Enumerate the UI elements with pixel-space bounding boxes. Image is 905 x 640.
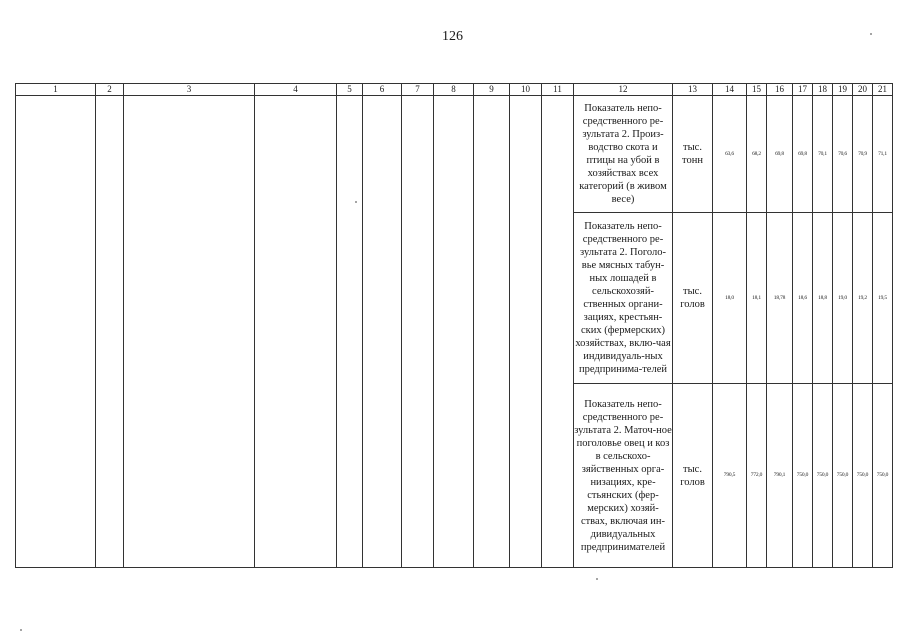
value-cell: 68,2 xyxy=(747,96,767,213)
unit-cell: тыс. тонн xyxy=(673,96,713,213)
value-cell: 772,0 xyxy=(747,384,767,568)
value-cell: 70,1 xyxy=(813,96,833,213)
column-number: 21 xyxy=(873,84,893,96)
column-number: 9 xyxy=(474,84,510,96)
indicator-name: Показатель непо-средственного ре-зультата 2. Произ-водство скота и птицы на убой в хозяйствах всех категорий (в живом весе) xyxy=(574,96,673,213)
value-cell: 790,5 xyxy=(713,384,747,568)
value-cell: 69,8 xyxy=(767,96,793,213)
empty-cell xyxy=(363,96,402,568)
value-cell: 19,2 xyxy=(853,213,873,384)
table-row xyxy=(16,96,893,213)
page-number: 126 xyxy=(442,29,463,44)
empty-cell xyxy=(124,96,255,568)
value-cell: 750,0 xyxy=(833,384,853,568)
value-cell: 70,9 xyxy=(853,96,873,213)
value-cell: 750,0 xyxy=(853,384,873,568)
empty-cell xyxy=(474,96,510,568)
column-number: 11 xyxy=(542,84,574,96)
column-number: 20 xyxy=(853,84,873,96)
column-number: 8 xyxy=(434,84,474,96)
column-number: 1 xyxy=(16,84,96,96)
scan-speck xyxy=(355,201,357,203)
value-cell: 71,1 xyxy=(873,96,893,213)
column-number: 15 xyxy=(747,84,767,96)
empty-cell xyxy=(337,96,363,568)
header-row xyxy=(16,84,893,96)
value-cell: 750,0 xyxy=(793,384,813,568)
indicator-name: Показатель непо-средственного ре-зультата 2. Поголо-вье мясных табун-ных лошадей в сельскохозяй-ственных органи-зациях, крестьян-ских (фермерских) хозяйствах, вклю-чая индивидуаль-ных предпринима-телей xyxy=(574,213,673,384)
scan-speck xyxy=(870,33,872,35)
empty-cell xyxy=(434,96,474,568)
column-number: 19 xyxy=(833,84,853,96)
empty-cell xyxy=(16,96,96,568)
column-number: 18 xyxy=(813,84,833,96)
unit-cell: тыс. голов xyxy=(673,384,713,568)
value-cell: 69,8 xyxy=(793,96,813,213)
empty-cell xyxy=(402,96,434,568)
column-number: 3 xyxy=(124,84,255,96)
value-cell: 18,1 xyxy=(747,213,767,384)
value-cell: 70,6 xyxy=(833,96,853,213)
column-number: 14 xyxy=(713,84,747,96)
empty-cell xyxy=(255,96,337,568)
column-number: 5 xyxy=(337,84,363,96)
column-number: 13 xyxy=(673,84,713,96)
empty-cell xyxy=(542,96,574,568)
value-cell: 750,0 xyxy=(873,384,893,568)
column-number: 7 xyxy=(402,84,434,96)
column-number: 12 xyxy=(574,84,673,96)
value-cell: 63,6 xyxy=(713,96,747,213)
indicator-name: Показатель непо-средственного ре-зультата 2. Маточ-ное поголовье овец и коз в сельскохо-зяйственных орга-низациях, кре-стьянских (фер-мерских) хозяй-ствах, включая ин-дивидуальных предпринимателей xyxy=(574,384,673,568)
value-cell: 18,6 xyxy=(793,213,813,384)
value-cell: 19,5 xyxy=(873,213,893,384)
empty-cell xyxy=(510,96,542,568)
value-cell: 18,0 xyxy=(713,213,747,384)
indicator-table xyxy=(15,83,893,568)
value-cell: 19,0 xyxy=(833,213,853,384)
unit-cell: тыс. голов xyxy=(673,213,713,384)
value-cell: 790,1 xyxy=(767,384,793,568)
column-number: 17 xyxy=(793,84,813,96)
value-cell: 18,8 xyxy=(813,213,833,384)
scan-speck xyxy=(596,578,598,580)
column-number: 6 xyxy=(363,84,402,96)
column-number: 10 xyxy=(510,84,542,96)
column-number: 2 xyxy=(96,84,124,96)
value-cell: 18,78 xyxy=(767,213,793,384)
scan-speck xyxy=(20,629,22,631)
column-number: 4 xyxy=(255,84,337,96)
column-number: 16 xyxy=(767,84,793,96)
value-cell: 750,0 xyxy=(813,384,833,568)
empty-cell xyxy=(96,96,124,568)
